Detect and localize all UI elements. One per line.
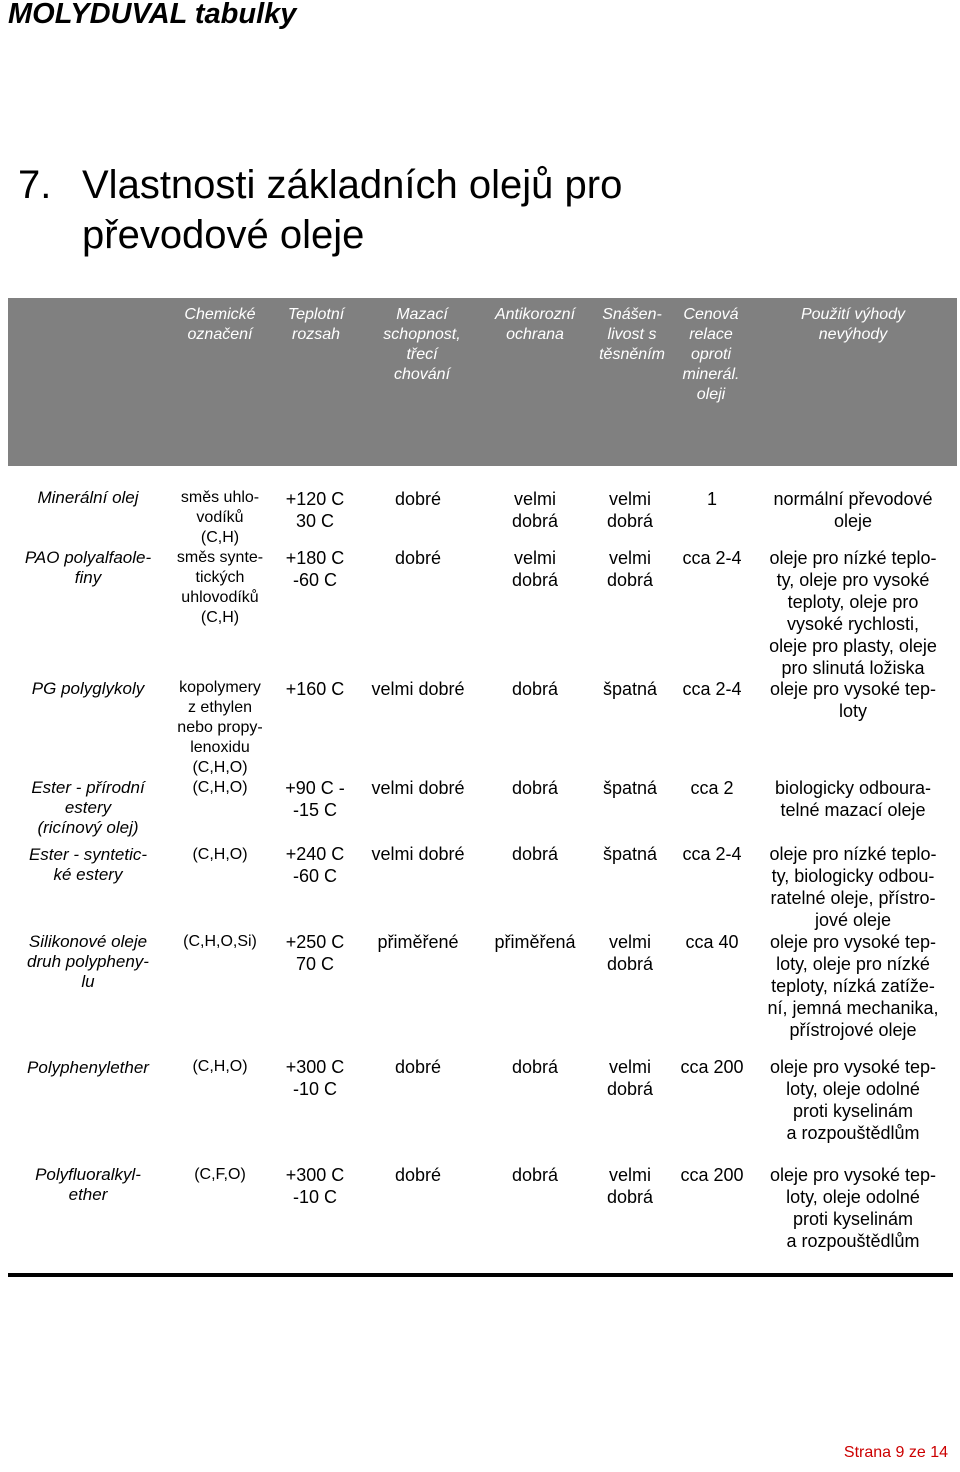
row-seal-compatibility: velmi dobrá (606, 1165, 654, 1207)
row-temperature: +160 C (285, 679, 345, 699)
column-header-seal-compatibility: Snášen- livost s těsněním (599, 306, 665, 363)
row-temperature: +120 C 30 C (285, 489, 345, 531)
row-lubrication: přiměřené (377, 932, 459, 952)
row-price: cca 200 (680, 1165, 744, 1185)
row-lubrication: velmi dobré (371, 844, 465, 864)
row-anticorrosion: dobrá (511, 1057, 559, 1077)
row-usage: oleje pro vysoké tep- loty, oleje pro nízké teploty, nízká zatíže- ní, jemná mechanika, přístrojové oleje (767, 932, 939, 1040)
row-seal-compatibility: velmi dobrá (606, 932, 654, 974)
section-title-line1: Vlastnosti základních olejů pro (82, 163, 623, 207)
row-name: PG polyglykoly (31, 679, 145, 698)
row-chemical: (C,F,O) (194, 1166, 246, 1183)
section-number: 7. (18, 163, 52, 207)
row-price: 1 (706, 489, 717, 509)
row-temperature: +250 C 70 C (285, 932, 345, 974)
row-name: Silikonové oleje druh polypheny- lu (27, 932, 149, 991)
row-seal-compatibility: špatná (602, 679, 658, 699)
row-name: Minerální olej (37, 488, 139, 507)
row-lubrication: dobré (394, 1165, 442, 1185)
row-seal-compatibility: velmi dobrá (606, 548, 654, 590)
row-price: cca 2 (690, 778, 734, 798)
row-chemical: (C,H,O) (192, 846, 248, 863)
column-header-chemical: Chemické označení (184, 306, 256, 343)
row-anticorrosion: velmi dobrá (511, 548, 559, 590)
row-anticorrosion: dobrá (511, 1165, 559, 1185)
column-header-lubrication: Mazací schopnost, třecí chování (383, 306, 461, 383)
row-lubrication: velmi dobré (371, 778, 465, 798)
row-usage: oleje pro vysoké tep- loty, oleje odolné proti kyselinám a rozpouštědlům (769, 1165, 937, 1251)
row-temperature: +300 C -10 C (285, 1165, 345, 1207)
row-price: cca 40 (685, 932, 739, 952)
row-chemical: (C,H,O,Si) (183, 933, 257, 950)
row-seal-compatibility: špatná (602, 844, 658, 864)
row-chemical: (C,H,O) (192, 779, 248, 796)
row-name: Ester - přírodní estery (ricínový olej) (31, 778, 145, 837)
row-price: cca 2-4 (682, 548, 742, 568)
row-chemical: (C,H,O) (192, 1058, 248, 1075)
row-anticorrosion: dobrá (511, 679, 559, 699)
row-temperature: +240 C -60 C (285, 844, 345, 886)
row-usage: oleje pro vysoké tep- loty, oleje odolné proti kyselinám a rozpouštědlům (769, 1057, 937, 1143)
row-price: cca 200 (680, 1057, 744, 1077)
row-usage: biologicky odboura- telné mazací oleje (774, 778, 932, 820)
row-lubrication: dobré (394, 548, 442, 568)
row-name: Polyfluoralkyl- ether (35, 1165, 141, 1204)
column-header-anticorrosion: Antikorozní ochrana (494, 306, 576, 343)
row-price: cca 2-4 (682, 844, 742, 864)
row-seal-compatibility: velmi dobrá (606, 489, 654, 531)
row-temperature: +180 C -60 C (285, 548, 345, 590)
page-number: Strana 9 ze 14 (843, 1444, 948, 1461)
row-name: Polyphenylether (27, 1058, 149, 1077)
column-header-price: Cenová relace oproti minerál. oleji (682, 306, 740, 403)
row-anticorrosion: přiměřená (494, 932, 576, 952)
column-header-usage: Použití výhody nevýhody (800, 306, 906, 343)
row-lubrication: velmi dobré (371, 679, 465, 699)
row-usage: oleje pro nízké teplo- ty, biologicky odbou- ratelné oleje, přístro- jové oleje (769, 844, 937, 930)
row-usage: oleje pro vysoké tep- loty (769, 679, 937, 721)
row-name: PAO polyalfaole- finy (24, 548, 152, 587)
row-temperature: +300 C -10 C (285, 1057, 345, 1099)
row-price: cca 2-4 (682, 679, 742, 699)
row-anticorrosion: velmi dobrá (511, 489, 559, 531)
row-seal-compatibility: velmi dobrá (606, 1057, 654, 1099)
row-temperature: +90 C - -15 C (285, 778, 345, 820)
row-anticorrosion: dobrá (511, 778, 559, 798)
row-chemical: směs synte- tických uhlovodíků (C,H) (176, 549, 264, 626)
document-header: MOLYDUVAL tabulky (8, 0, 297, 30)
row-usage: oleje pro nízké teplo- ty, oleje pro vysoké teploty, oleje pro vysoké rychlosti, oleje pro plasty, oleje pro slinutá ložiska (769, 548, 937, 678)
row-anticorrosion: dobrá (511, 844, 559, 864)
row-chemical: směs uhlo- vodíků (C,H) (180, 489, 260, 546)
row-chemical: kopolymery z ethylen nebo propy- lenoxidu (C,H,O) (177, 679, 263, 776)
row-seal-compatibility: špatná (602, 778, 658, 798)
row-name: Ester - syntetic- ké estery (28, 845, 148, 884)
column-header-temperature: Teplotní rozsah (287, 306, 345, 343)
row-lubrication: dobré (394, 489, 442, 509)
table-bottom-rule (8, 1273, 953, 1277)
section-title-line2: převodové oleje (82, 213, 365, 257)
row-usage: normální převodové oleje (773, 489, 933, 531)
row-lubrication: dobré (394, 1057, 442, 1077)
